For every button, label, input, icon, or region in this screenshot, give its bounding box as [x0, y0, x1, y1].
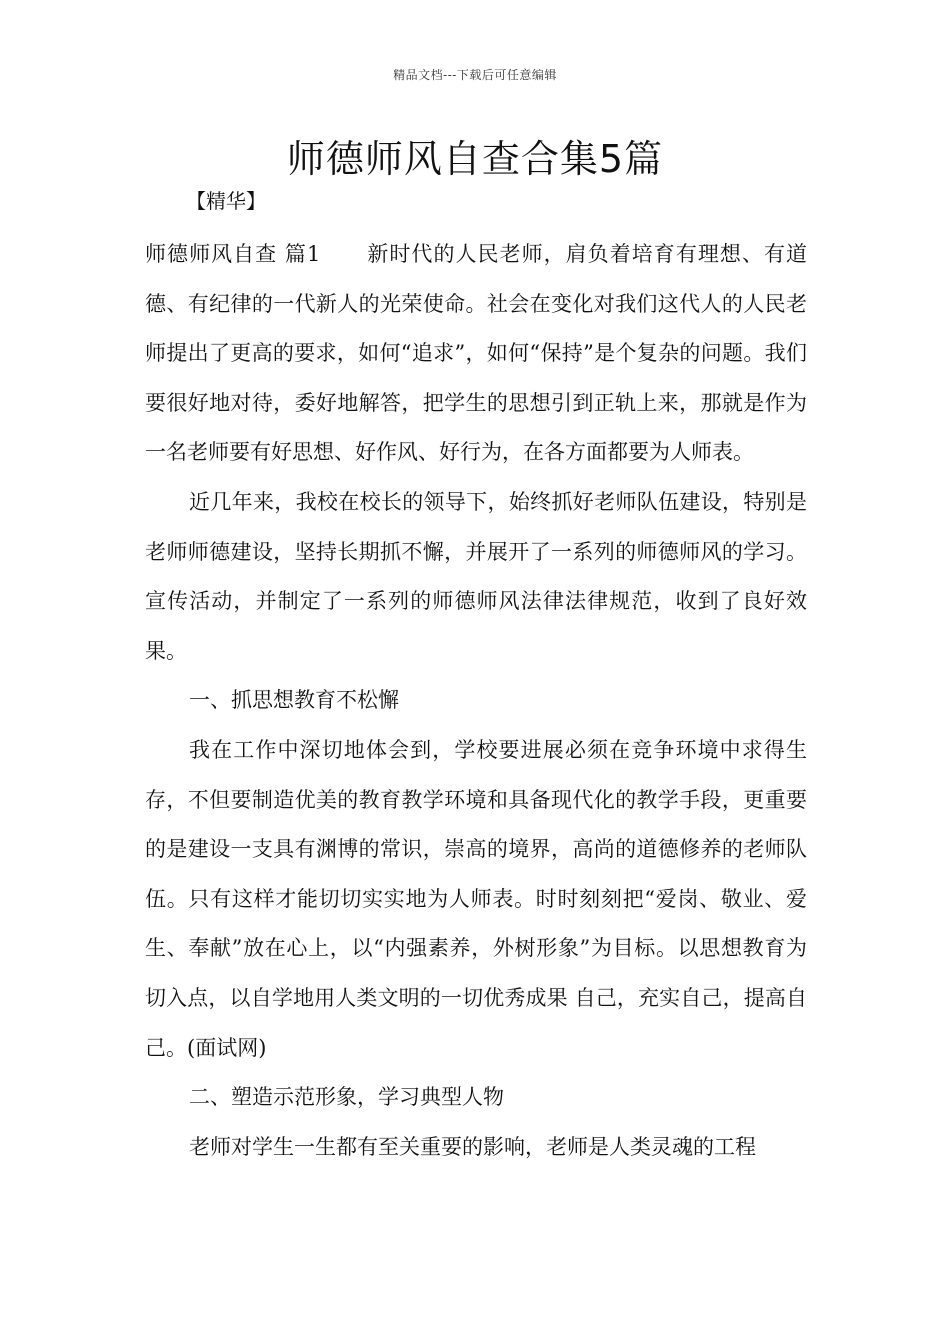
essence-tag: 【精华】 [186, 189, 266, 213]
section-label: 师德师风自查 篇1 [145, 242, 321, 266]
document-title: 师德师风自查合集5篇 [286, 137, 664, 181]
document-body [145, 230, 807, 1172]
section-heading-2: 二、塑造示范形象，学习典型人物 [189, 1085, 504, 1110]
section-heading-1: 一、抓思想教育不松懈 [189, 688, 399, 713]
paragraph-text: 新时代的人民老师，肩负着培育有理想、有道德、有纪律的一代新人的光荣使命。社会在变化对我们这代人的人民老师提出了更高的要求，如何“追求”，如何“保持”是个复杂的问题。我们要很好地对待，委好地解答，把学生的思想引到正轨上来，那就是作为一名老师要有好思想、好作风、好行为，在各方面都要为人师表。 [145, 242, 807, 465]
paragraph-1 [145, 230, 807, 478]
paragraph-4: 老师对学生一生都有至关重要的影响，老师是人类灵魂的工程 [189, 1134, 756, 1159]
paragraph-2: 近几年来，我校在校长的领导下，始终抓好老师队伍建设，特别是老师师德建设，坚持长期抓不懈，并展开了一系列的师德师风的学习。宣传活动，并制定了一系列的师德师风法律法律规范，收到了良好效果。 [145, 489, 807, 663]
header-note: 精品文档---下载后可任意编辑 [393, 68, 557, 82]
paragraph-3: 我在工作中深切地体会到，学校要进展必须在竞争环境中求得生存，不但要制造优美的教育教学环境和具备现代化的教学手段，更重要的是建设一支具有渊博的常识，崇高的境界，高尚的道德修养的老师队伍。只有这样才能切切实实地为人师表。时时刻刻把“爱岗、敬业、爱生、奉献”放在心上，以“内强素养，外树形象”为目标。以思想教育为切入点，以自学地用人类文明的一切优秀成果 自己，充实自己，提高自己。(面试网) [145, 737, 807, 1060]
